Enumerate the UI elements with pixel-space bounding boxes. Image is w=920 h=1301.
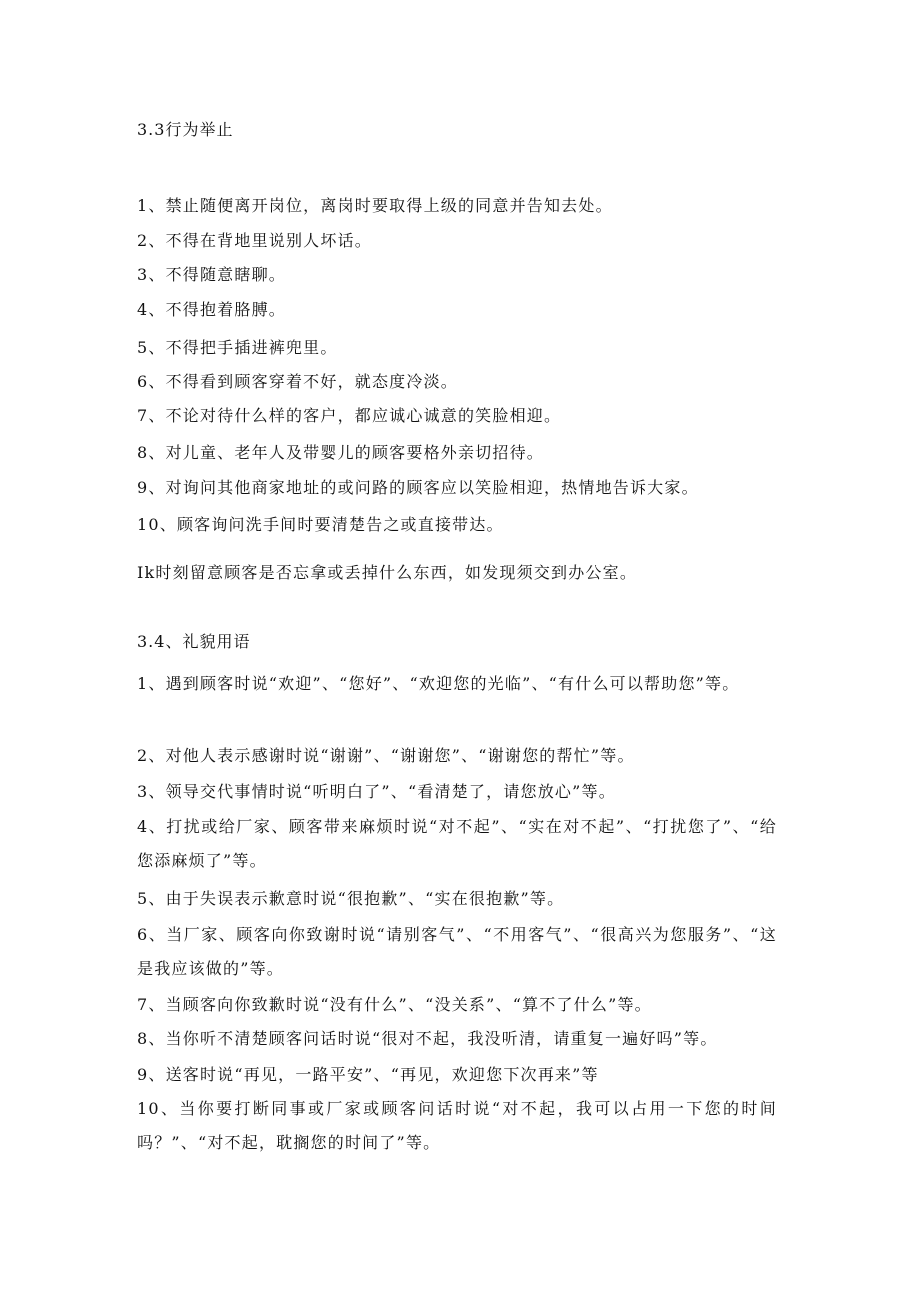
list-item: 9、送客时说“再见，一路平安”、“再见，欢迎您下次再来”等 bbox=[137, 1065, 599, 1084]
list-item: 2、不得在背地里说别人坏话。 bbox=[137, 231, 372, 250]
list-item: 10、顾客询问洗手间时要清楚告之或直接带达。 bbox=[137, 515, 504, 534]
list-item: 8、当你听不清楚顾客问话时说“很对不起，我没听清，请重复一遍好吗”等。 bbox=[137, 1029, 718, 1048]
list-item: 3、领导交代事情时说“听明白了”、“看清楚了，请您放心”等。 bbox=[137, 782, 616, 801]
list-item: 1、遇到顾客时说“欢迎”、“您好”、“欢迎您的光临”、“有什么可以帮助您”等。 bbox=[137, 674, 740, 693]
section-heading-3-3: 3.3行为举止 bbox=[137, 120, 234, 139]
list-item: 3、不得随意瞎聊。 bbox=[137, 265, 286, 284]
section-heading-3-4: 3.4、礼貌用语 bbox=[137, 632, 251, 651]
list-item: 5、由于失误表示歉意时说“很抱歉”、“实在很抱歉”等。 bbox=[137, 889, 565, 908]
list-item: Ik时刻留意顾客是否忘拿或丢掉什么东西，如发现须交到办公室。 bbox=[137, 563, 638, 582]
list-item: 4、不得抱着胳膊。 bbox=[137, 300, 286, 319]
list-item: 4、打扰或给厂家、顾客带来麻烦时说“对不起”、“实在对不起”、“打扰您了”、“给您添麻烦了”等。 bbox=[137, 817, 777, 870]
list-item: 1、禁止随便离开岗位，离岗时要取得上级的同意并告知去处。 bbox=[137, 196, 613, 215]
list-item: 6、不得看到顾客穿着不好，就态度冷淡。 bbox=[137, 372, 458, 391]
list-item: 9、对询问其他商家地址的或问路的顾客应以笑脸相迎，热情地告诉大家。 bbox=[137, 478, 699, 497]
list-item: 8、对儿童、老年人及带婴儿的顾客要格外亲切招待。 bbox=[137, 443, 544, 462]
list-item: 10、当你要打断同事或厂家或顾客问话时说“对不起，我可以占用一下您的时间吗？”、“对不起，耽搁您的时间了”等。 bbox=[137, 1099, 777, 1152]
list-item: 7、不论对待什么样的客户，都应诚心诚意的笑脸相迎。 bbox=[137, 406, 562, 425]
list-item: 2、对他人表示感谢时说“谢谢”、“谢谢您”、“谢谢您的帮忙”等。 bbox=[137, 746, 635, 765]
list-item: 6、当厂家、顾客向你致谢时说“请别客气”、“不用客气”、“很高兴为您服务”、“这是我应该做的”等。 bbox=[137, 925, 777, 978]
list-item: 7、当顾客向你致歉时说“没有什么”、“没关系”、“算不了什么”等。 bbox=[137, 995, 652, 1014]
list-item: 5、不得把手插进裤兜里。 bbox=[137, 338, 338, 357]
